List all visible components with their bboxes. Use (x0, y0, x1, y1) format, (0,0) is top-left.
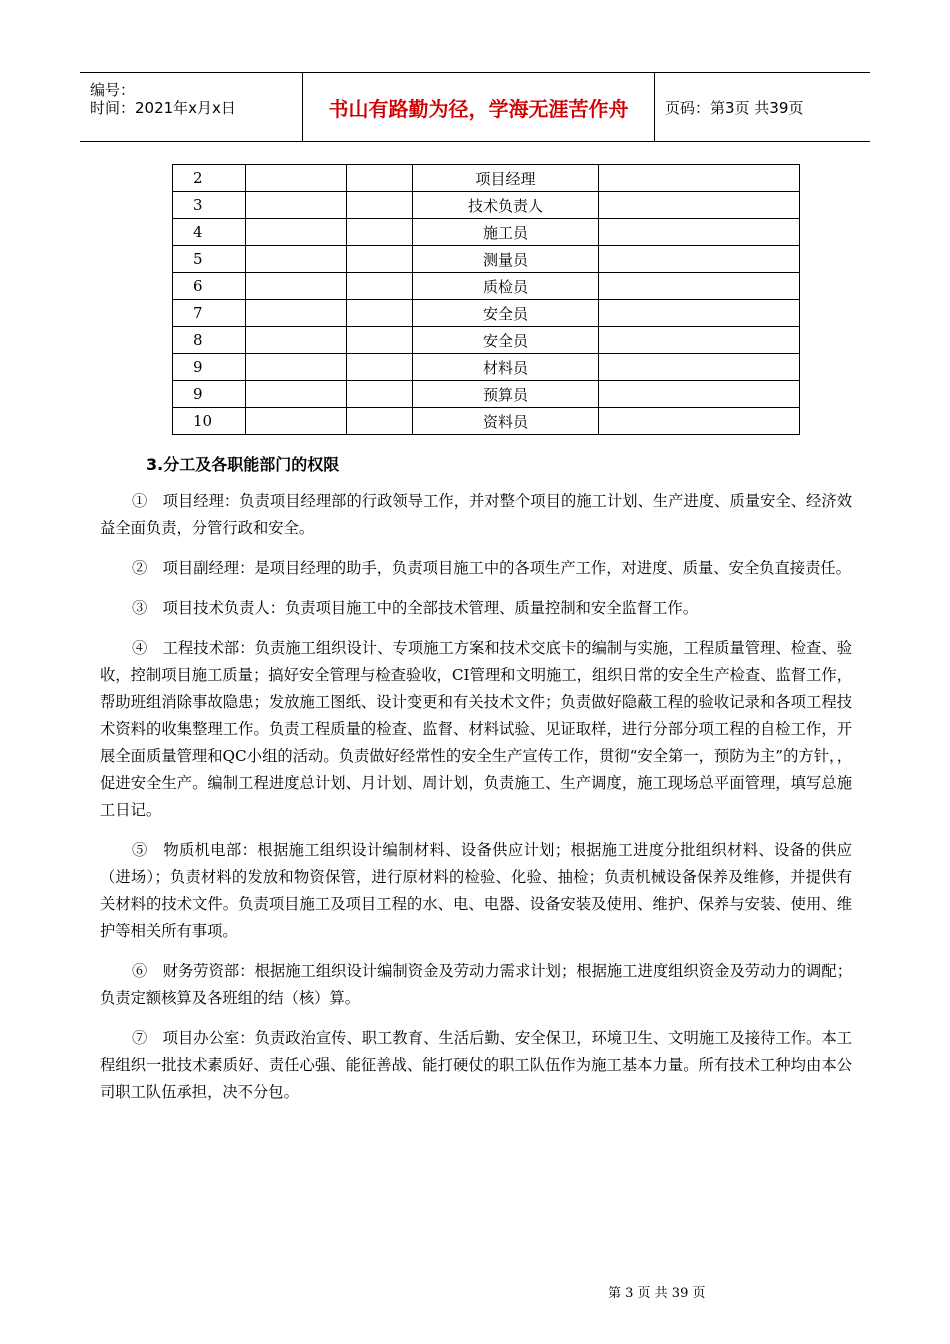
row-number: 5 (173, 246, 246, 273)
empty-cell (246, 219, 347, 246)
empty-cell (246, 354, 347, 381)
empty-cell (599, 246, 800, 273)
document-number: 编号： (90, 81, 136, 99)
empty-cell (246, 381, 347, 408)
empty-cell (347, 273, 413, 300)
row-number: 10 (173, 408, 246, 435)
role-cell: 资料员 (413, 408, 599, 435)
role-cell: 安全员 (413, 327, 599, 354)
empty-cell (347, 327, 413, 354)
header-motto: 书山有路勤为径，学海无涯苦作舟 (303, 73, 655, 141)
table-row (173, 381, 800, 408)
paragraph: ① 项目经理：负责项目经理部的行政领导工作，并对整个项目的施工计划、生产进度、质量安全、经济效益全面负责，分管行政和安全。 (100, 492, 852, 537)
table-row (173, 273, 800, 300)
row-number: 7 (173, 300, 246, 327)
empty-cell (347, 246, 413, 273)
role-cell: 项目经理 (413, 165, 599, 192)
table-row (173, 354, 800, 381)
empty-cell (347, 408, 413, 435)
empty-cell (246, 273, 347, 300)
row-number: 2 (173, 165, 246, 192)
empty-cell (347, 300, 413, 327)
paragraph: ④ 工程技术部：负责施工组织设计、专项施工方案和技术交底卡的编制与实施，工程质量管理、检查、验收，控制项目施工质量；搞好安全管理与检查验收，CI管理和文明施工，组织日常的安全生产检查、监督工作，帮助班组消除事故隐患；发放施工图纸、设计变更和有关技术文件；负责做好隐蔽工程的验收记录和各项工程技术资料的收集整理工作。负责工程质量的检查、监督、材料试验、见证取样，进行分部分项工程的自检工作，开展全面质量管理和QC小组的活动。负责做好经常性的安全生产宣传工作，贯彻“安全第一，预防为主”的方针，，促进安全生产。编制工程进度总计划、月计划、周计划，负责施工、生产调度，施工现场总平面管理，填写总施工日记。 (100, 639, 852, 819)
empty-cell (599, 165, 800, 192)
empty-cell (347, 192, 413, 219)
role-cell: 测量员 (413, 246, 599, 273)
table-row (173, 300, 800, 327)
empty-cell (246, 165, 347, 192)
role-cell: 质检员 (413, 273, 599, 300)
section-title: 3.分工及各职能部门的权限 (146, 455, 340, 474)
empty-cell (347, 219, 413, 246)
body-text (100, 488, 852, 1119)
row-number: 4 (173, 219, 246, 246)
table-row (173, 327, 800, 354)
role-cell: 材料员 (413, 354, 599, 381)
empty-cell (599, 219, 800, 246)
header-meta (80, 73, 303, 141)
empty-cell (599, 273, 800, 300)
table-row (173, 408, 800, 435)
role-cell: 预算员 (413, 381, 599, 408)
empty-cell (246, 300, 347, 327)
row-number: 3 (173, 192, 246, 219)
document-date: 时间：2021年x月x日 (90, 99, 236, 117)
paragraph: ⑥ 财务劳资部：根据施工组织设计编制资金及劳动力需求计划；根据施工进度组织资金及劳动力的调配；负责定额核算及各班组的结（核）算。 (100, 962, 852, 1007)
empty-cell (246, 327, 347, 354)
table-row (173, 219, 800, 246)
paragraph: ③ 项目技术负责人：负责项目施工中的全部技术管理、质量控制和安全监督工作。 (132, 599, 698, 617)
header-page-number: 页码：第3页 共39页 (665, 98, 804, 117)
empty-cell (246, 246, 347, 273)
empty-cell (347, 165, 413, 192)
empty-cell (347, 354, 413, 381)
row-number: 6 (173, 273, 246, 300)
empty-cell (599, 408, 800, 435)
row-number: 9 (173, 381, 246, 408)
role-cell: 技术负责人 (413, 192, 599, 219)
role-cell: 安全员 (413, 300, 599, 327)
role-cell: 施工员 (413, 219, 599, 246)
empty-cell (599, 354, 800, 381)
empty-cell (599, 192, 800, 219)
empty-cell (599, 327, 800, 354)
empty-cell (599, 381, 800, 408)
staff-table (172, 164, 800, 435)
table-row (173, 192, 800, 219)
empty-cell (347, 381, 413, 408)
empty-cell (246, 408, 347, 435)
paragraph: ⑦ 项目办公室：负责政治宣传、职工教育、生活后勤、安全保卫，环境卫生、文明施工及接待工作。本工程组织一批技术素质好、责任心强、能征善战、能打硬仗的职工队伍作为施工基本力量。所有技术工种均由本公司职工队伍承担，决不分包。 (100, 1029, 852, 1101)
table-row (173, 246, 800, 273)
row-number: 9 (173, 354, 246, 381)
page-header (80, 72, 870, 142)
paragraph: ② 项目副经理：是项目经理的助手，负责项目施工中的各项生产工作，对进度、质量、安全负直接责任。 (132, 559, 851, 577)
empty-cell (246, 192, 347, 219)
row-number: 8 (173, 327, 246, 354)
paragraph: ⑤ 物质机电部：根据施工组织设计编制材料、设备供应计划；根据施工进度分批组织材料、设备的供应（进场）；负责材料的发放和物资保管，进行原材料的检验、化验、抽检；负责机械设备保养及维修，并提供有关材料的技术文件。负责项目施工及项目工程的水、电、电器、设备安装及使用、维护、保养与安装、使用、维护等相关所有事项。 (100, 841, 852, 940)
table-row (173, 165, 800, 192)
page-footer: 第 3 页 共 39 页 (608, 1286, 706, 1301)
empty-cell (599, 300, 800, 327)
